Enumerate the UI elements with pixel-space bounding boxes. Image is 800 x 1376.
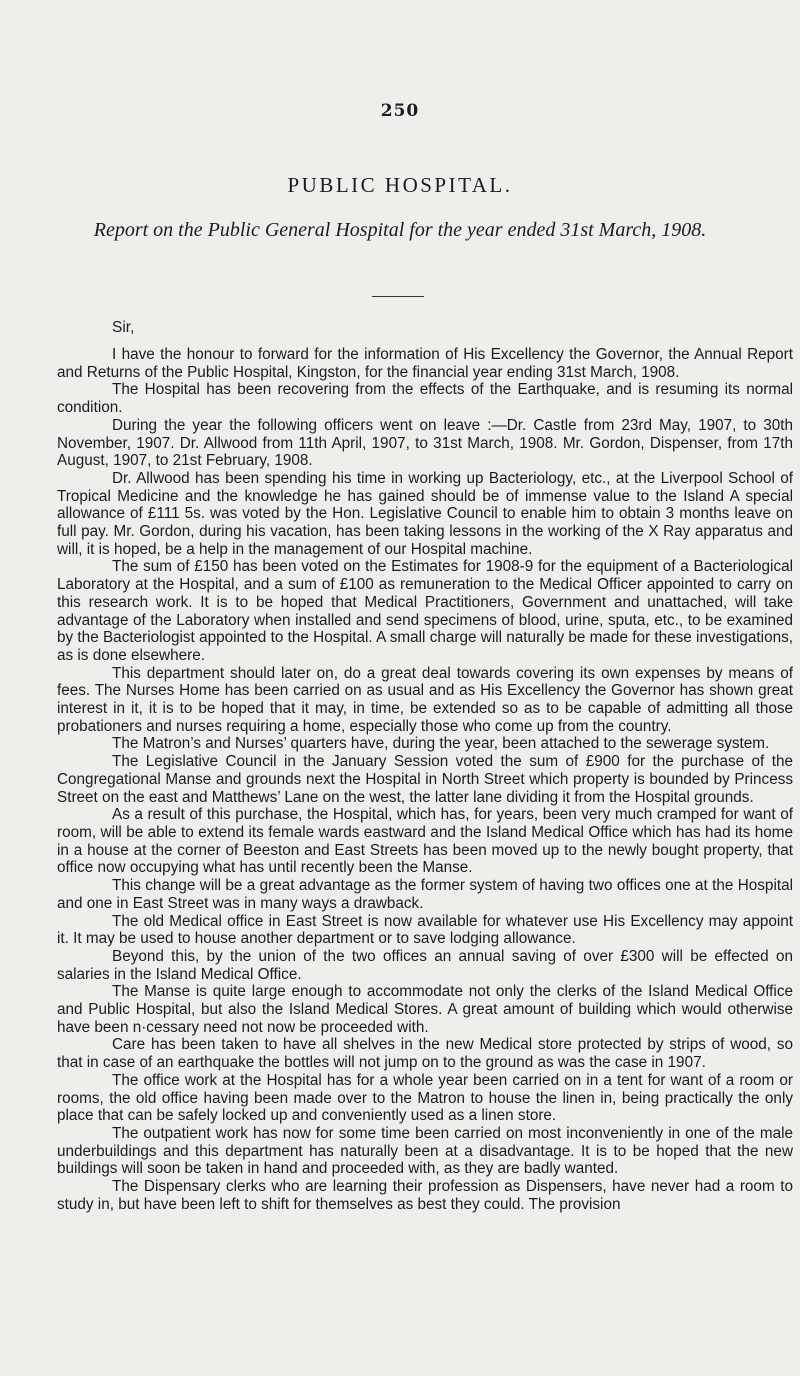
paragraph: The Manse is quite large enough to accommodate not only the clerks of the Island Medical Office and Public Hospital, but also the Island Medical Stores. A great amount of building which would otherwise have been n·cessary need not now be proceeded with. [57,983,793,1036]
paragraph: The office work at the Hospital has for a whole year been carried on in a tent for want of a room or rooms, the old office having been made over to the Matron to house the linen in, being practically the only place that can be safely locked up and conveniently used as a linen store. [57,1071,793,1125]
paragraph: Beyond this, by the union of the two offices an annual saving of over £300 will be effected on salaries in the Island Medical Office. [57,947,793,983]
paragraph: As a result of this purchase, the Hospital, which has, for years, been very much cramped for want of room, will be able to extend its female wards eastward and the Island Medical Office which has had its home in a house at the corner of Beeston and East Streets has been moved up to the newly bought property, that office now occupying what has until recently been the Manse. [57,806,793,877]
paragraph: The old Medical office in East Street is now available for whatever use His Excellency may appoint it. It may be used to house another department or to save lodging allowance. [57,912,793,948]
paragraph: The Legislative Council in the January Session voted the sum of £900 for the purchase of the Congregational Manse and grounds next the Hospital in North Street which property is bounded by Princess Street on the east and Matthews’ Lane on the west, the latter lane dividing it from the Hospital grounds. [57,753,793,806]
page-number: 250 [380,101,420,121]
report-body [57,346,793,1213]
salutation: Sir, [112,319,135,336]
paragraph: The outpatient work has now for some time been carried on most inconveniently in one of the male underbuildings and this department has naturally been at a disadvantage. It is to be hoped that the new buildings will soon be taken in hand and proceeded with, as they are badly wanted. [57,1124,793,1178]
paragraph: Care has been taken to have all shelves in the new Medical store protected by strips of wood, so that in case of an earthquake the bottles will not jump on to the ground as was the case in 1907. [57,1036,793,1072]
paragraph: The sum of £150 has been voted on the Estimates for 1908-9 for the equipment of a Bacteriological Laboratory at the Hospital, and a sum of £100 as remuneration to the Medical Officer appointed to carry on this research work. It is to be hoped that Medical Practitioners, Government and unattached, will take advantage of the Laboratory when installed and send specimens of blood, urine, sputa, etc., to be examined by the Bacteriologist appointed to the Hospital. A small charge will naturally be made for these investigations, as is done elsewhere. [57,558,793,664]
paragraph: The Dispensary clerks who are learning their profession as Dispensers, have never had a room to study in, but have been left to shift for themselves as best they could. The provision [57,1178,793,1213]
report-heading: PUBLIC HOSPITAL. [287,173,513,197]
paragraph: I have the honour to forward for the information of His Excellency the Governor, the Annual Report and Returns of the Public Hospital, Kingston, for the financial year ending 31st March, 1908. [57,346,793,381]
report-subheading: Report on the Public General Hospital for the year ended 31st March, 1908. [93,219,707,241]
paragraph: During the year the following officers went on leave :—Dr. Castle from 23rd May, 1907, to 30th November, 1907. Dr. Allwood from 11th April, 1907, to 31st March, 1908. Mr. Gordon, Dispenser, from 17th August, 1907, to 21st February, 1908. [57,416,793,470]
paragraph: The Hospital has been recovering from the effects of the Earthquake, and is resuming its normal condition. [57,381,793,417]
paragraph: This department should later on, do a great deal towards covering its own expenses by means of fees. The Nurses Home has been carried on as usual and as His Excellency the Governor has shown great interest in it, it is to be hoped that it may, in time, be extended so as to be capable of admitting all those probationers and nurses requiring a home, especially those who come up from the country. [57,664,793,735]
divider-rule [372,296,424,297]
paragraph: This change will be a great advantage as the former system of having two offices one at the Hospital and one in East Street was in many ways a drawback. [57,877,793,912]
paragraph: The Matron’s and Nurses’ quarters have, during the year, been attached to the sewerage system. [112,735,770,753]
paragraph: Dr. Allwood has been spending his time in working up Bacteriology, etc., at the Liverpool School of Tropical Medicine and the knowledge he has gained should be of immense value to the Island A special allowance of £111 5s. was voted by the Hon. Legislative Council to enable him to obtain 3 months leave on full pay. Mr. Gordon, during his vacation, has been taking lessons in the working of the X Ray apparatus and will, it is hoped, be a help in the management of our Hospital machine. [57,469,793,558]
